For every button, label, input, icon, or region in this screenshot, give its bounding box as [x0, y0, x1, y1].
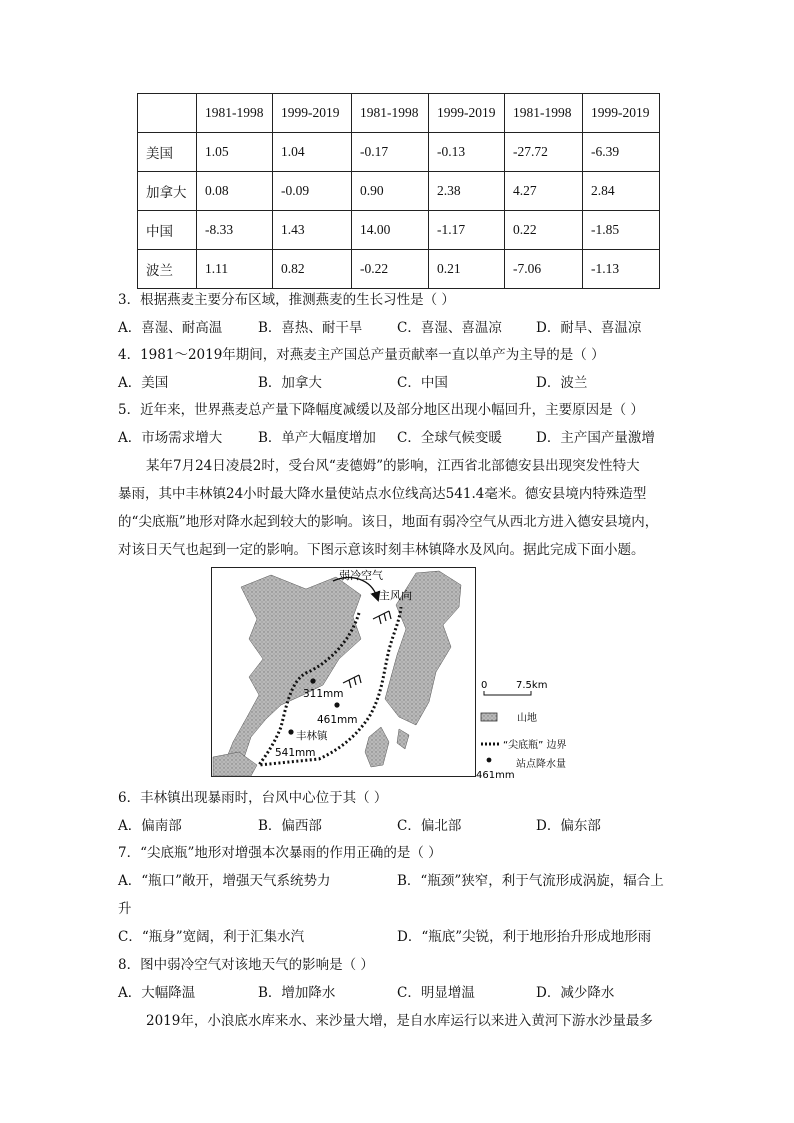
q3-stem: 3．根据燕麦主要分布区域，推测燕麦的生长习性是（ ） [118, 292, 455, 308]
scale-bar [484, 691, 531, 695]
q6-stem: 6．丰林镇出现暴雨时，台风中心位于其（ ） [118, 790, 388, 806]
station-541-label: 541mm [275, 747, 316, 759]
table-row [138, 250, 660, 289]
q5-option-d: D．主产国产量激增 [536, 430, 655, 446]
station-dot [334, 702, 339, 707]
q8-option-c: C．明显增温 [397, 985, 475, 1001]
table-cell: -1.85 [583, 211, 660, 250]
table-row [138, 211, 660, 250]
table-cell: 美国 [138, 133, 197, 172]
cold-air-label: 弱冷空气 [339, 569, 383, 582]
table-cell: -1.13 [583, 250, 660, 289]
q8-option-d: D．减少降水 [536, 985, 615, 1001]
table-cell: 2.38 [429, 172, 505, 211]
table-header-row [138, 94, 660, 133]
station-311-label: 311mm [303, 688, 344, 700]
q5-option-a: A．市场需求增大 [118, 430, 223, 446]
station-dot [310, 678, 315, 683]
table-cell: -6.39 [583, 133, 660, 172]
q8-option-a: A．大幅降温 [118, 985, 196, 1001]
table-cell: 波兰 [138, 250, 197, 289]
q5-option-c: C．全球气候变暖 [397, 430, 502, 446]
table-cell: 0.08 [197, 172, 273, 211]
table-cell: -0.13 [429, 133, 505, 172]
q8-stem: 8．图中弱冷空气对该地天气的影响是（ ） [118, 957, 374, 973]
table-cell: 14.00 [352, 211, 429, 250]
table-cell: -8.33 [197, 211, 273, 250]
table-cell: -0.09 [273, 172, 352, 211]
passage1-line: 对该日天气也起到一定的影响。下图示意该时刻丰林镇降水及风向。据此完成下面小题。 [118, 542, 645, 558]
q4-stem: 4．1981～2019年期间，对燕麦主产国总产量贡献率一直以单产为主导的是（ ） [118, 347, 605, 363]
scale-distance-label: 7.5km [516, 680, 548, 691]
legend-border-label: “尖底瓶” 边界 [503, 740, 567, 751]
q5-option-b: B．单产大幅度增加 [258, 430, 376, 446]
fenglin-town-dot [288, 729, 293, 734]
q4-option-c: C．中国 [397, 375, 448, 391]
q4-option-d: D．波兰 [536, 375, 588, 391]
scale-zero-label: 0 [481, 680, 488, 691]
table-cell: 1981-1998 [505, 94, 583, 133]
legend-station-dot [487, 758, 492, 763]
q4-option-a: A．美国 [118, 375, 169, 391]
table-cell: 1.11 [197, 250, 273, 289]
passage2-line: 2019年，小浪底水库来水、来沙量大增，是自水库运行以来进入黄河下游水沙量最多 [146, 1013, 653, 1029]
q8-option-b: B．增加降水 [258, 985, 336, 1001]
table-cell [138, 94, 197, 133]
table-cell: 1.43 [273, 211, 352, 250]
q4-option-b: B．加拿大 [258, 375, 322, 391]
table-cell: -7.06 [505, 250, 583, 289]
table-cell: 中国 [138, 211, 197, 250]
table-cell: -27.72 [505, 133, 583, 172]
table-cell: 0.82 [273, 250, 352, 289]
legend-station-label: 站点降水量 [516, 759, 566, 770]
table-cell: 1.05 [197, 133, 273, 172]
fenglin-precipitation-map [211, 567, 567, 782]
table-row [138, 133, 660, 172]
table-cell: -0.22 [352, 250, 429, 289]
q7-option-b-wrap: 升 [118, 901, 132, 917]
legend-mountain-swatch [481, 713, 497, 721]
table-cell: 0.22 [505, 211, 583, 250]
q6-option-d: D．偏东部 [536, 818, 601, 834]
table-cell: 0.21 [429, 250, 505, 289]
q7-stem: 7．“尖底瓶”地形对增强本次暴雨的作用正确的是（ ） [118, 845, 442, 861]
q5-stem: 5．近年来，世界燕麦总产量下降幅度减缓以及部分地区出现小幅回升，主要原因是（ ） [118, 402, 644, 418]
table-cell: 1981-1998 [352, 94, 429, 133]
oat-contribution-table [137, 93, 660, 289]
q7-option-a: A．“瓶口”敞开，增强天气系统势力 [118, 873, 331, 889]
table-cell: 加拿大 [138, 172, 197, 211]
q3-option-a: A．喜湿、耐高温 [118, 320, 223, 336]
table-cell: -1.17 [429, 211, 505, 250]
q3-option-b: B．喜热、耐干旱 [258, 320, 363, 336]
table-cell: 1999-2019 [273, 94, 352, 133]
q6-option-a: A．偏南部 [118, 818, 182, 834]
passage1-line: 的“尖底瓶”地形对降水起到较大的影响。该日，地面有弱冷空气从西北方进入德安县境内， [118, 514, 659, 530]
station-461-label: 461mm [317, 714, 358, 726]
q3-option-d: D．耐旱、喜温凉 [536, 320, 642, 336]
q7-option-d: D．“瓶底”尖锐，利于地形抬升形成地形雨 [397, 929, 652, 945]
passage1-line: 某年7月24日凌晨2时，受台风“麦德姆”的影响，江西省北部德安县出现突发性特大 [146, 458, 640, 474]
table-cell: 1999-2019 [583, 94, 660, 133]
legend-mountain-label: 山地 [517, 713, 537, 724]
q6-option-c: C．偏北部 [397, 818, 462, 834]
table-cell: -0.17 [352, 133, 429, 172]
table-cell: 0.90 [352, 172, 429, 211]
table-cell: 4.27 [505, 172, 583, 211]
q7-option-b: B．“瓶颈”狭窄，利于气流形成涡旋，辐合上 [397, 873, 664, 889]
main-wind-label: 主风向 [379, 589, 412, 602]
fenglin-town-label: 丰林镇 [296, 730, 328, 742]
table-row [138, 172, 660, 211]
table-cell: 1981-1998 [197, 94, 273, 133]
table-cell: 1.04 [273, 133, 352, 172]
table-cell: 1999-2019 [429, 94, 505, 133]
passage1-line: 暴雨，其中丰林镇24小时最大降水量使站点水位线高达541.4毫米。德安县境内特殊造型 [118, 486, 647, 502]
legend-station-value: 461mm [476, 770, 515, 781]
q6-option-b: B．偏西部 [258, 818, 322, 834]
q3-option-c: C．喜湿、喜温凉 [397, 320, 502, 336]
table-cell: 2.84 [583, 172, 660, 211]
q7-option-c: C．“瓶身”宽阔，利于汇集水汽 [118, 929, 305, 945]
